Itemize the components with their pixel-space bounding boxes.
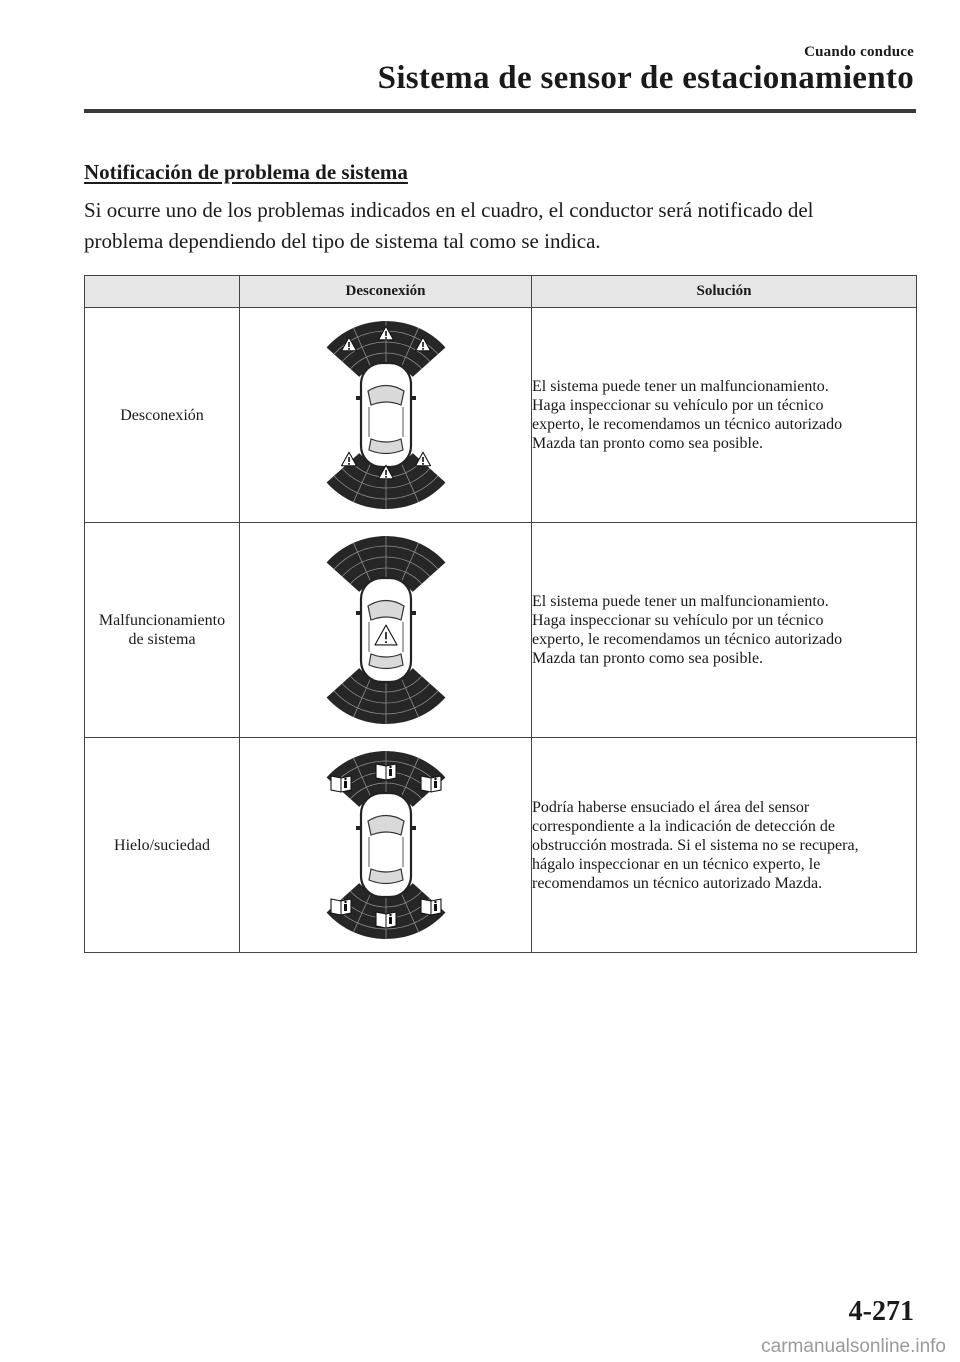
description-line: Mazda tan pronto como sea posible. [532, 650, 764, 667]
running-header-section: Cuando conduce [804, 44, 914, 60]
table-row [85, 308, 917, 523]
description-line: El sistema puede tener un malfuncionamiento. [532, 378, 829, 395]
description-line: El sistema puede tener un malfuncionamiento. [532, 593, 829, 610]
header-rule [84, 109, 916, 113]
description-line: recomendamos un técnico autorizado Mazda. [532, 874, 823, 892]
description-line: experto, le recomendamos un técnico autorizado [532, 416, 843, 433]
description-line: experto, le recomendamos un técnico autorizado [532, 631, 843, 648]
row-label [85, 738, 240, 953]
running-header-title: Sistema de sensor de estacionamiento [377, 60, 914, 96]
car-sensors-warning-triangles-icon [321, 319, 451, 511]
row-label-line: Hielo/suciedad [114, 836, 210, 854]
description-line: Haga inspeccionar su vehículo por un técnico [532, 397, 824, 414]
table-header-row [85, 276, 917, 308]
row-label-line: Desconexión [120, 406, 204, 424]
row-description [532, 308, 917, 523]
description-line: Podría haberse ensuciado el área del sensor [532, 798, 810, 816]
table-row [85, 738, 917, 953]
column-header-blank [85, 276, 240, 308]
description-line: Mazda tan pronto como sea posible. [532, 435, 764, 452]
column-header-solucion: Solución [532, 276, 917, 308]
car-sensors-central-warning-icon [321, 534, 451, 726]
indicator-image-cell [240, 523, 532, 738]
watermark: carmanualsonline.info [761, 1336, 946, 1357]
column-header-desconexion: Desconexión [240, 276, 532, 308]
row-label-line: de sistema [128, 631, 196, 648]
section-heading: Notificación de problema de sistema [84, 160, 408, 184]
row-description [532, 523, 917, 738]
row-label [85, 523, 240, 738]
indicator-image-cell [240, 738, 532, 953]
table-row [85, 523, 917, 738]
description-line: correspondiente a la indicación de detección de [532, 817, 835, 835]
page-number: 4-271 [848, 1296, 914, 1327]
indicator-image-cell [240, 308, 532, 523]
row-description [532, 738, 917, 953]
intro-line: Si ocurre uno de los problemas indicados en el cuadro, el conductor será notificado del [84, 198, 814, 222]
description-line: obstrucción mostrada. Si el sistema no se recupera, [532, 836, 859, 854]
car-sensors-manual-info-icon [321, 749, 451, 941]
description-line: Haga inspeccionar su vehículo por un técnico [532, 612, 824, 629]
row-label [85, 308, 240, 523]
intro-paragraph [84, 195, 904, 257]
description-line: hágalo inspeccionar en un técnico experto, le [532, 855, 821, 873]
row-label-line: Malfuncionamiento [98, 612, 226, 629]
intro-line: problema dependiendo del tipo de sistema tal como se indica. [84, 229, 601, 253]
problem-table [84, 275, 917, 953]
